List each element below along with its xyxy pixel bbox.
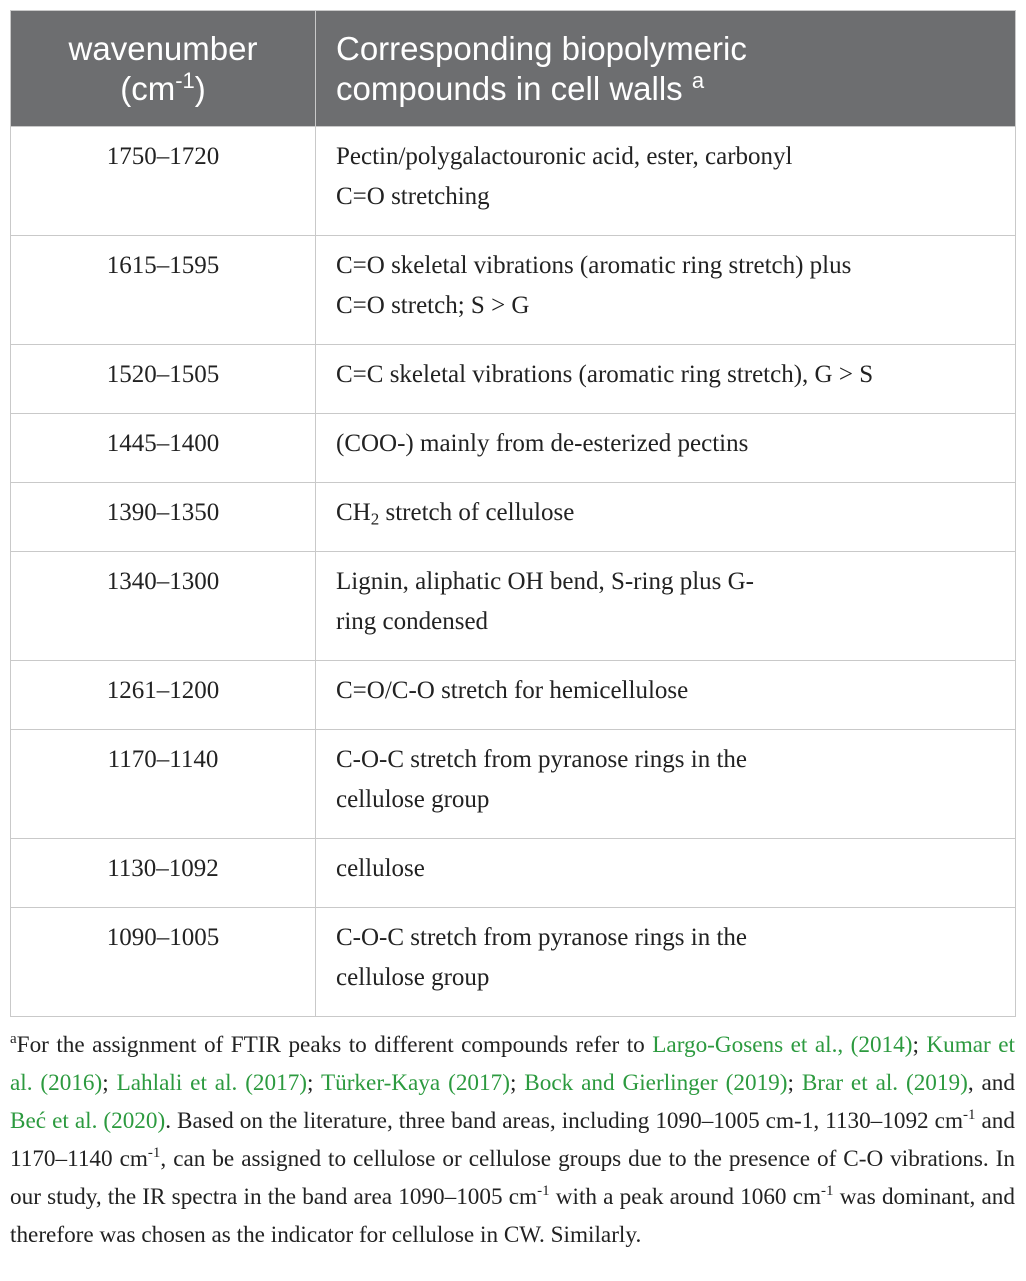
wavenumber-cell: 1520–1505: [11, 345, 316, 414]
compound-line: cellulose group: [336, 786, 490, 813]
compound-formula-base: CH: [336, 499, 371, 526]
table-row: [11, 730, 1016, 839]
wavenumber-cell: 1130–1092: [11, 839, 316, 908]
footnote-marker: a: [10, 1031, 17, 1047]
table-row: [11, 839, 1016, 908]
wavenumber-cell: 1750–1720: [11, 127, 316, 236]
table-row: [11, 552, 1016, 661]
header-compounds: [316, 11, 1016, 127]
compound-cell: [316, 661, 1016, 730]
footnote-text: . Based on the literature, three band areas, including 1090–1005 cm-1, 1130–1092 cm: [165, 1108, 963, 1134]
table-footnote: [10, 1026, 1015, 1254]
compound-formula-rest: stretch of cellulose: [379, 499, 575, 526]
compound-line: C-O-C stretch from pyranose rings in the: [336, 746, 748, 773]
reference-link[interactable]: Beć et al. (2020): [10, 1108, 166, 1134]
compound-line: Lignin, aliphatic OH bend, S-ring plus G-: [336, 568, 754, 595]
compound-line: cellulose: [336, 855, 425, 882]
compound-line: C=C skeletal vibrations (aromatic ring stretch), G > S: [336, 361, 874, 388]
footnote-text: For the assignment of FTIR peaks to different compounds refer to: [16, 1032, 653, 1058]
unit-exponent: -1: [821, 1183, 834, 1199]
compound-cell: [316, 552, 1016, 661]
compound-formula-subscript: 2: [370, 509, 380, 529]
compound-cell: [316, 730, 1016, 839]
header-footnote-marker: a: [691, 67, 705, 93]
table-row: [11, 908, 1016, 1017]
table-row: [11, 236, 1016, 345]
footnote-text: ;: [307, 1070, 321, 1096]
footnote-text: , and: [967, 1070, 1015, 1096]
wavenumber-cell: 1615–1595: [11, 236, 316, 345]
wavenumber-cell: 1170–1140: [11, 730, 316, 839]
reference-link[interactable]: Kumar et al. (2016): [10, 1032, 1015, 1096]
compound-cell: [316, 839, 1016, 908]
header-compounds-line2: compounds in cell walls: [336, 70, 683, 107]
footnote-text: ;: [509, 1070, 525, 1096]
compound-cell: [316, 345, 1016, 414]
reference-link[interactable]: Largo-Gosens et al., (2014): [652, 1032, 913, 1058]
compound-line: C=O stretch; S > G: [336, 292, 530, 319]
table-row: [11, 414, 1016, 483]
compound-line: C=O/C-O stretch for hemicellulose: [336, 677, 689, 704]
table-row: [11, 483, 1016, 552]
wavenumber-cell: 1340–1300: [11, 552, 316, 661]
unit-exponent: -1: [962, 1107, 976, 1123]
reference-link[interactable]: Türker-Kaya (2017): [320, 1070, 510, 1096]
footnote-text: , can be assigned to cellulose or cellulose groups due to the presence of C-O vibrations. In our study, the IR spectra in the band area 1090–1005 cm: [10, 1146, 1015, 1210]
header-wavenumber-unit-close: ): [194, 70, 206, 107]
compound-cell: [316, 127, 1016, 236]
header-wavenumber-line1: wavenumber: [68, 30, 258, 67]
header-wavenumber-unit-open: (cm: [120, 70, 176, 107]
footnote-text: and 1170–1140 cm: [10, 1108, 1015, 1172]
footnote-text: with a peak around 1060 cm: [549, 1184, 822, 1210]
reference-link[interactable]: Bock and Gierlinger (2019): [524, 1070, 788, 1096]
table-row: [11, 127, 1016, 236]
ftir-assignment-table: [10, 10, 1016, 1017]
compound-line: C=O skeletal vibrations (aromatic ring stretch) plus: [336, 252, 852, 279]
table-row: [11, 345, 1016, 414]
compound-line: C=O stretching: [336, 183, 490, 210]
header-wavenumber-unit-exponent: -1: [175, 67, 195, 93]
compound-line: (COO-) mainly from de-esterized pectins: [336, 430, 749, 457]
header-compounds-line1: Corresponding biopolymeric: [336, 30, 747, 67]
wavenumber-cell: 1090–1005: [11, 908, 316, 1017]
unit-exponent: -1: [537, 1183, 550, 1199]
reference-link[interactable]: Lahlali et al. (2017): [116, 1070, 308, 1096]
header-wavenumber: [11, 11, 316, 127]
footnote-text: was dominant, and therefore was chosen as the indicator for cellulose in CW. Similarly.: [10, 1184, 1015, 1248]
unit-exponent: -1: [147, 1145, 161, 1161]
compound-cell: [316, 483, 1016, 552]
compound-cell: [316, 414, 1016, 483]
table-container: [10, 10, 1015, 1017]
compound-cell: [316, 236, 1016, 345]
wavenumber-cell: 1261–1200: [11, 661, 316, 730]
compound-line: cellulose group: [336, 964, 490, 991]
compound-cell: [316, 908, 1016, 1017]
table-header-row: [11, 11, 1016, 127]
compound-line: C-O-C stretch from pyranose rings in the: [336, 924, 748, 951]
compound-line: ring condensed: [336, 608, 489, 635]
compound-line: Pectin/polygalactouronic acid, ester, carbonyl: [336, 143, 793, 170]
footnote-text: ;: [787, 1070, 802, 1096]
table-row: [11, 661, 1016, 730]
footnote-text: ;: [102, 1070, 117, 1096]
reference-link[interactable]: Brar et al. (2019): [801, 1070, 968, 1096]
wavenumber-cell: 1390–1350: [11, 483, 316, 552]
footnote-text: ;: [912, 1032, 927, 1058]
wavenumber-cell: 1445–1400: [11, 414, 316, 483]
